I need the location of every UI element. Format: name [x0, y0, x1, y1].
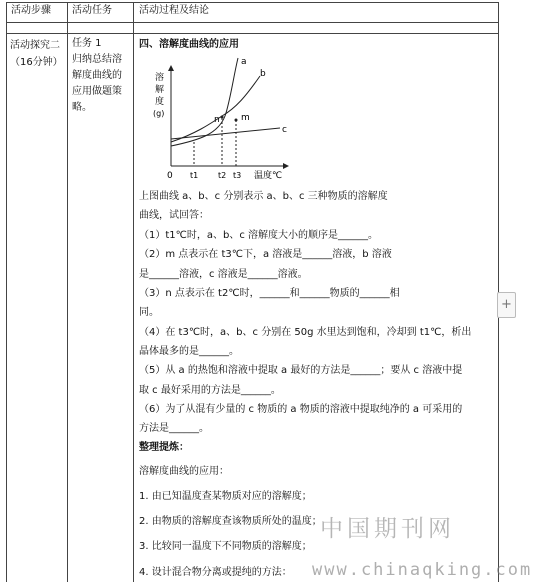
ylabel-char-2: 解 — [155, 85, 165, 95]
task-line-4: 应用做题策 — [72, 86, 122, 97]
xlabel: 温度℃ — [254, 171, 283, 181]
label-b: b — [260, 69, 266, 79]
tick-t2: t2 — [218, 171, 227, 180]
label-n: n — [214, 115, 220, 125]
step-cell: 活动探究二（16分钟） — [10, 40, 63, 68]
summary-item: 4. 设计混合物分离或提纯的方法： — [139, 567, 292, 578]
text-line: （5）从 a 的热饱和溶液中提取 a 最好的方法是______；要从 c 溶液中提 — [139, 365, 463, 376]
header-process: 活动过程及结论 — [139, 5, 209, 16]
task-line-2: 归纳总结溶 — [72, 54, 122, 65]
text-line: 方法是______。 — [139, 423, 209, 434]
text-line: （4）在 t3℃时，a、b、c 分别在 50g 水里达到饱和，冷却到 t1℃，析出 — [139, 327, 472, 338]
tick-t3: t3 — [233, 171, 242, 180]
col-divider-1 — [67, 2, 68, 582]
ylabel-char-3: 度 — [155, 97, 165, 107]
header-step: 活动步骤 — [11, 5, 51, 16]
text-line: 是______溶液，c 溶液是______溶液。 — [139, 269, 308, 280]
text-line: 上图曲线 a、b、c 分别表示 a、b、c 三种物质的溶解度 — [139, 191, 388, 202]
point-m — [235, 119, 238, 122]
summary-title: 整理提炼： — [139, 442, 189, 453]
ylabel-char-1: 溶 — [155, 73, 165, 83]
text-line: （3）n 点表示在 t2℃时，______和______物质的______相 — [139, 288, 400, 299]
header-task: 活动任务 — [72, 5, 112, 16]
text-line: 同。 — [139, 307, 159, 318]
origin-label: 0 — [167, 171, 173, 181]
body-top-border — [6, 33, 499, 34]
header-bottom-border — [6, 22, 499, 23]
watermark-url: www.chinaqking.com — [312, 560, 533, 580]
watermark-logo-text: 中国期刊网 — [320, 516, 455, 542]
curve-b — [171, 76, 260, 142]
summary-item: 3. 比较同一温度下不同物质的溶解度； — [139, 541, 312, 552]
ylabel-char-4: (g) — [153, 109, 165, 118]
text-line: 曲线，试回答： — [139, 210, 209, 221]
curve-c — [171, 128, 280, 139]
summary-intro: 溶解度曲线的应用： — [139, 466, 229, 477]
label-c: c — [282, 125, 287, 135]
expand-button[interactable]: + — [497, 292, 516, 318]
label-m: m — [241, 113, 250, 123]
text-line: 取 c 最好采用的方法是______。 — [139, 385, 281, 396]
text-line: 晶体最多的是______。 — [139, 346, 239, 357]
point-n — [221, 116, 224, 119]
task-line-3: 解度曲线的 — [72, 70, 122, 81]
summary-item: 2. 由物质的溶解度查该物质所处的温度； — [139, 516, 322, 527]
summary-item: 1. 由已知温度查某物质对应的溶解度； — [139, 491, 312, 502]
table-left-border — [6, 2, 7, 582]
section-title: 四、溶解度曲线的应用 — [139, 39, 239, 50]
text-line: （1）t1℃时，a、b、c 溶解度大小的顺序是______。 — [139, 230, 379, 241]
tick-t1: t1 — [190, 171, 199, 180]
task-line-1: 任务 1 — [72, 38, 102, 49]
col-divider-2 — [133, 2, 134, 582]
task-line-5: 略。 — [72, 102, 92, 113]
solubility-graph — [150, 54, 300, 184]
text-line: （6）为了从混有少量的 c 物质的 a 物质的溶液中提取纯净的 a 可采用的 — [139, 404, 463, 415]
text-line: （2）m 点表示在 t3℃下，a 溶液是______溶液，b 溶液 — [139, 249, 392, 260]
label-a: a — [241, 57, 247, 67]
